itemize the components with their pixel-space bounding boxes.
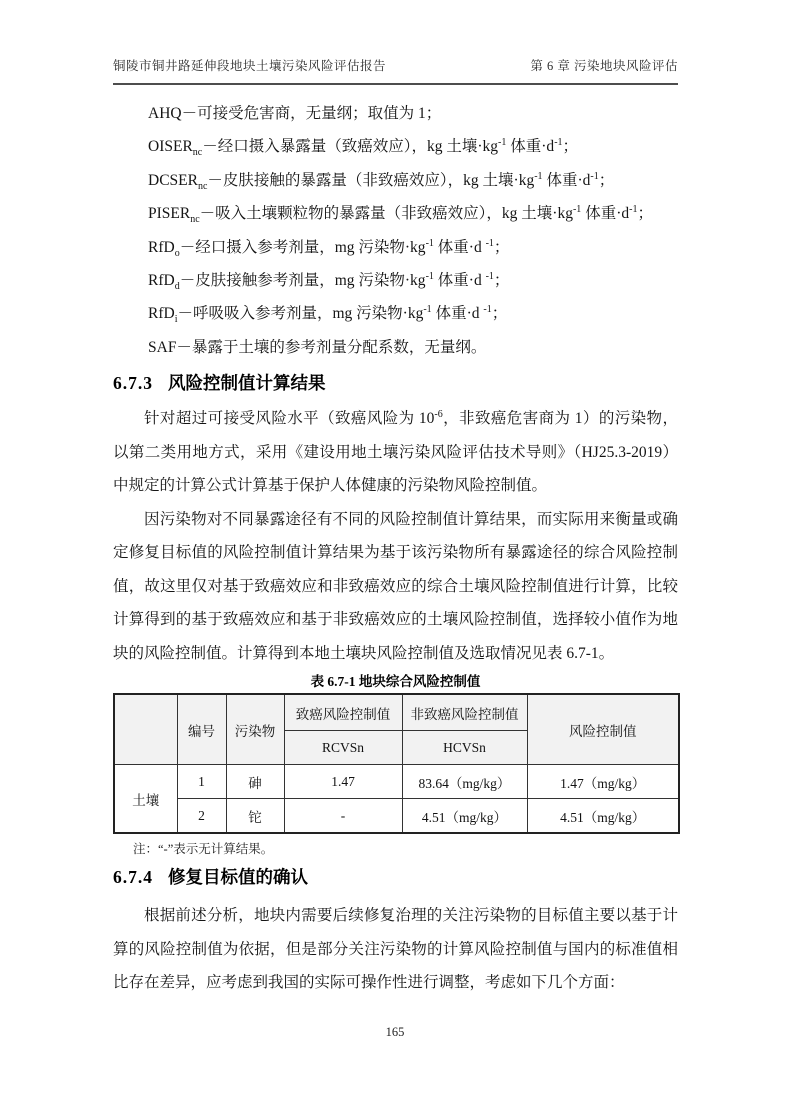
table-row-arsenic [114,765,679,799]
definition-dcser: $DCSER_{nc}-$皮肤接触的暴露量（非致癌效应），kg 土壤$\cdot kg^{-1}$ 体重$\cdot d^{-1}$； [148,170,615,192]
table-header-rcvsn: RCVSn [284,731,402,765]
table-header-pollutant: 污染物 [226,694,284,765]
cell-rcvsn: 1.47 [284,765,402,799]
section-title: 风险控制值计算结果 [168,373,326,394]
table-note: 注：“-”表示无计算结果。 [133,842,274,857]
cell-rcvsn: - [284,799,402,834]
definitions-list [113,97,678,364]
table-header-corner [114,694,177,765]
table-title: 表 6.7-1 地块综合风险控制值 [310,674,481,690]
section-number: 6.7.3 [113,373,153,394]
page-header [113,56,678,74]
cell-hcvsn: 83.64（mg/kg） [402,765,527,799]
cell-control: 1.47（mg/kg） [527,765,679,799]
paragraph-risk-calc-2: 因污染物对不同暴露途径有不同的风险控制值计算结果，而实际用来衡量或确定修复目标值的风险控制值计算结果为基于该污染物所有暴露途径的综合风险控制值，故这里仅对基于致癌效应和非致癌效应的综合土壤风险控制值进行计算，比较计算得到的基于致癌效应和基于非致癌效应的土壤风险控制值，选择较小值作为地块的风险控制值。计算得到本地土壤块风险控制值及选取情况见表 6.7-1。 [113,510,678,662]
definition-oiser: $OISER_{nc}-$经口摄入暴露量（致癌效应），kg 土壤$\cdot kg^{-1}$ 体重$\cdot d^{-1}$； [148,137,579,159]
definition-piser: $PISER_{nc}-$吸入土壤颗粒物的暴露量（非致癌效应），kg 土壤$\cdot kg^{-1}$ 体重$\cdot d^{-1}$； [148,204,653,226]
section-number: 6.7.4 [113,867,153,888]
cell-pollutant: 砷 [226,765,284,799]
table-header-control: 风险控制值 [527,694,679,765]
table-group-soil: 土壤 [114,765,177,834]
table-header-non-carcinogenic: 非致癌风险控制值 [402,694,527,731]
risk-control-table [113,693,680,834]
section-heading-6-7-4 [113,864,678,891]
page-number: 165 [385,1025,405,1039]
cell-id: 1 [177,765,226,799]
definition-rfdo: RfD$_o$－经口摄入参考剂量，mg 污染物$\cdot kg^{-1}$ 体重·d $^{-1}$； [148,237,510,259]
table-row-thallium [114,799,679,834]
section-heading-6-7-3 [113,370,678,397]
definition-ahq: AHQ－可接受危害商，无量纲；取值为 1； [148,105,442,122]
cell-id: 2 [177,799,226,834]
cell-control: 4.51（mg/kg） [527,799,679,834]
definition-rfdi: RfD$_i$－呼吸吸入参考剂量，mg 污染物$\cdot kg^{-1}$ 体重·d $^{-1}$； [148,304,508,326]
section-title: 修复目标值的确认 [168,867,308,888]
paragraph-remediation-target: 根据前述分析，地块内需要后续修复治理的关注污染物的目标值主要以基于计算的风险控制值为依据，但是部分关注污染物的计算风险控制值与国内的标准值相比存在差异，应考虑到我国的实际可操作性进行调整，考虑如下几个方面： [113,907,678,992]
table-header-row-1 [114,694,679,731]
table-header-carcinogenic: 致癌风险控制值 [284,694,402,731]
table-header-id: 编号 [177,694,226,765]
definition-rfdd: RfD$_d$－皮肤接触参考剂量，mg 污染物$\cdot kg^{-1}$ 体重·d $^{-1}$； [148,270,510,293]
paragraph-risk-calc-1: 针对超过可接受风险水平（致癌风险为 $10^{-6}$，非致癌危害商为 1）的污染物，以第二类用地方式，采用《建设用地土壤污染风险评估技术导则》（HJ25.3-2019）中规定的计算公式计算基于保护人体健康的污染物风险控制值。 [113,409,678,495]
cell-hcvsn: 4.51（mg/kg） [402,799,527,834]
cell-pollutant: 铊 [226,799,284,834]
header-right-chapter: 第 6 章 污染地块风险评估 [530,59,678,73]
table-header-hcvsn: HCVSn [402,731,527,765]
header-divider [113,83,678,85]
header-left-title: 铜陵市铜井路延伸段地块土壤污染风险评估报告 [113,59,387,73]
definition-saf: SAF－暴露于土壤的参考剂量分配系数，无量纲。 [148,338,487,356]
